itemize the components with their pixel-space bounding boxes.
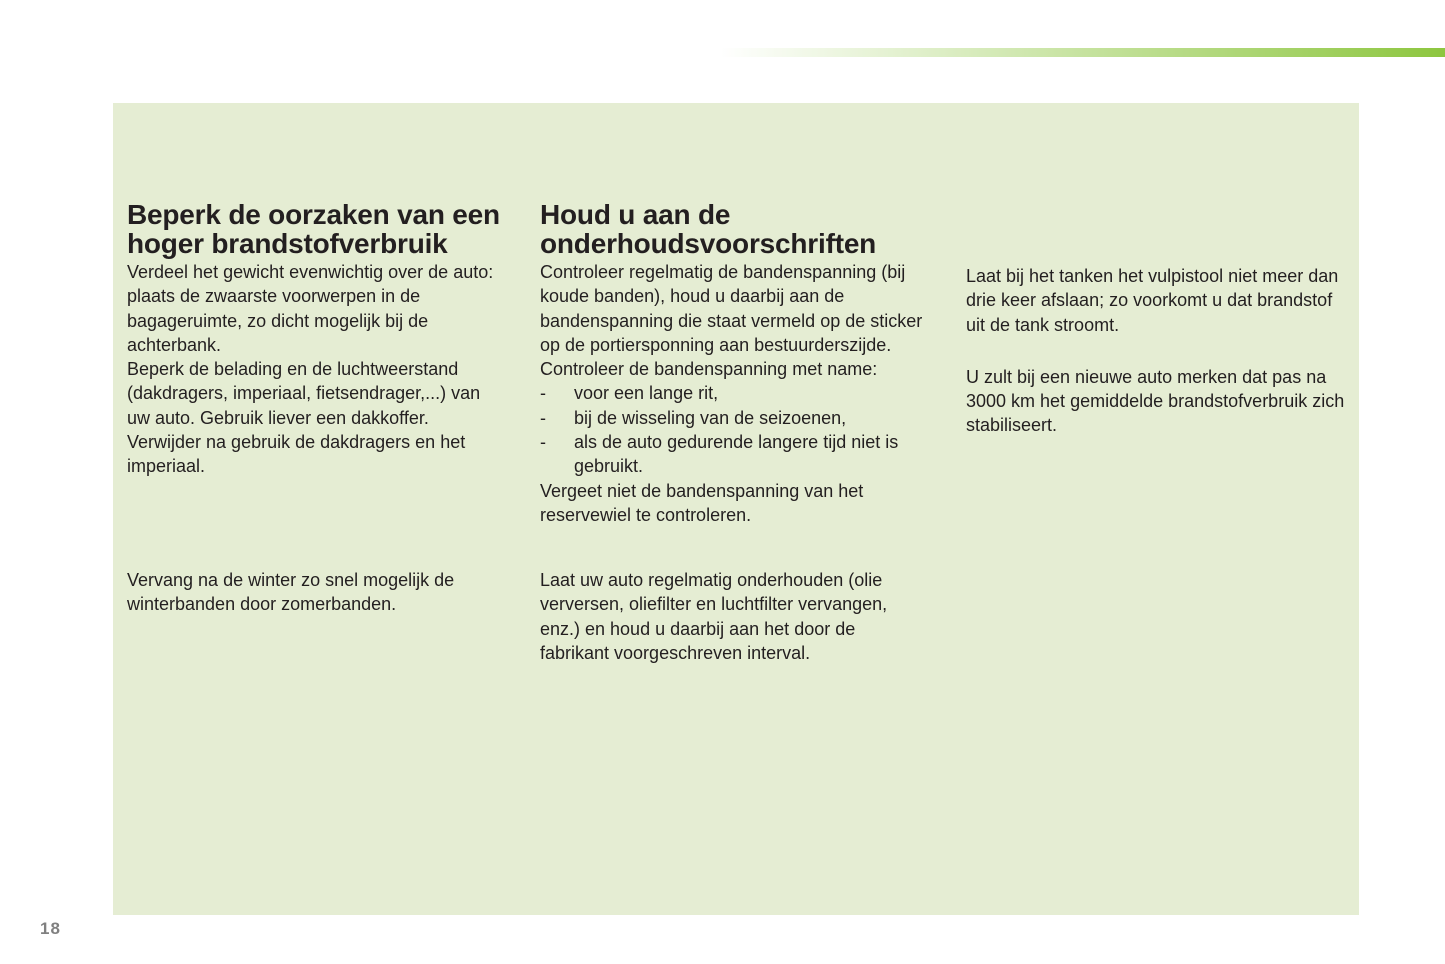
dash-mark: - [540,432,546,453]
top-accent-bar [720,48,1445,57]
paragraph-roof-racks: Verwijder na gebruik de dakdragers en het imperiaal. [127,432,466,477]
list-item: - als de auto gedurende langere tijd niet is gebruikt. [540,432,899,477]
list-item: - voor een lange rit, [540,381,940,405]
section-title-maintenance: Houd u aan de onderhoudsvoorschriften [540,199,877,259]
section-title-fuel: Beperk de oorzaken van een hoger brandstofverbruik [127,199,500,259]
page-number: 18 [40,919,61,938]
paragraph-tyre-pressure: Controleer regelmatig de bandenspanning (bij koude banden), houd u daarbij aan de bandenspanning die staat vermeld op de sticker op de portiersponning aan bestuurderszijde. [540,262,923,355]
dash-mark: - [540,383,546,404]
paragraph-load: Beperk de belading en de luchtweerstand (dakdragers, imperiaal, fietsendrager,...) van uw auto. Gebruik liever een dakkoffer. [127,359,481,428]
dash-mark: - [540,407,546,428]
column-fuel-consumption [127,200,507,479]
column-refuel [966,264,1346,438]
paragraph-winter-tyres: Vervang na de winter zo snel mogelijk de winterbanden door zomerbanden. [127,570,455,615]
column-maintenance-lower [540,568,920,665]
column-fuel-lower [127,568,507,617]
list-item: - bij de wisseling van de seizoenen, [540,406,940,430]
paragraph-new-car: U zult bij een nieuwe auto merken dat pas na 3000 km het gemiddelde brandstofverbruik zich stabiliseert. [966,366,1345,436]
paragraph-refuel: Laat bij het tanken het vulpistool niet meer dan drie keer afslaan; zo voorkomt u dat brandstof uit de tank stroomt. [966,266,1339,335]
tyre-check-list [540,381,940,478]
column-maintenance [540,200,940,527]
paragraph-service-interval: Laat uw auto regelmatig onderhouden (olie verversen, oliefilter en luchtfilter vervangen, enz.) en houd u daarbij aan het door de fabrikant voorgeschreven interval. [540,570,888,663]
paragraph-list-intro: Controleer de bandenspanning met name: [540,359,878,380]
paragraph-spare-wheel: Vergeet niet de bandenspanning van het reservewiel te controleren. [540,480,864,525]
paragraph-weight: Verdeel het gewicht evenwichtig over de auto: plaats de zwaarste voorwerpen in de bagageruimte, zo dicht mogelijk bij de achterbank. [127,262,494,355]
